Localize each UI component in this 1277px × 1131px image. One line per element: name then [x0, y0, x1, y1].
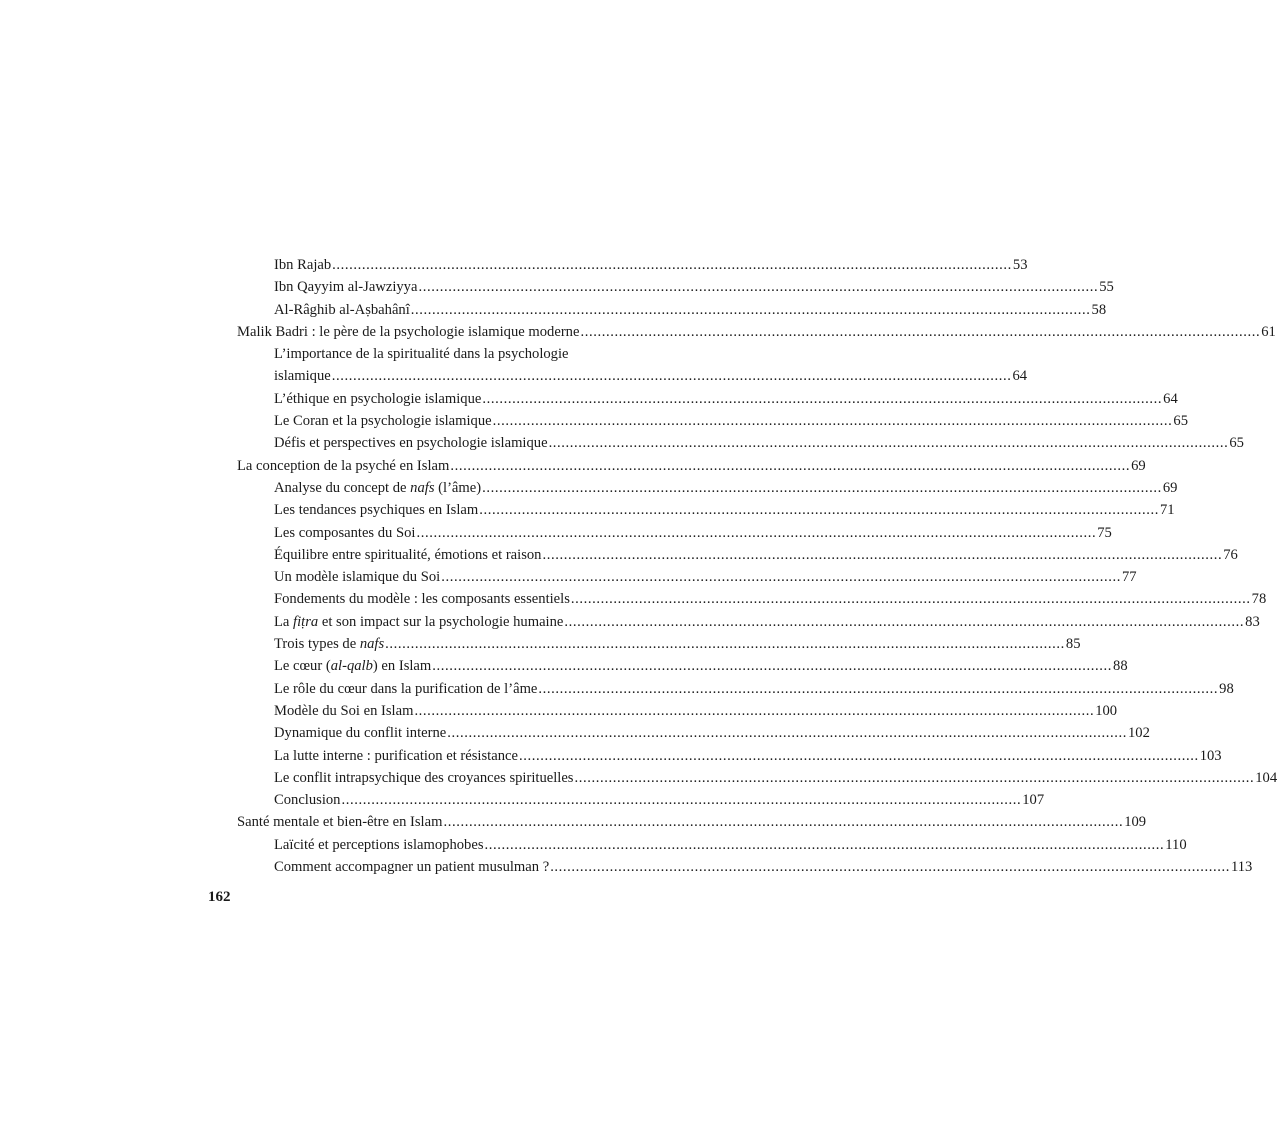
dot-leader: [446, 722, 1128, 744]
title-text: Le cœur (: [274, 658, 331, 675]
toc-entry-title: [274, 633, 384, 655]
toc-entry-page: 109: [1124, 814, 1147, 831]
dot-leader: [449, 455, 1131, 477]
title-italic-term: nafs: [359, 636, 385, 653]
toc-entry-page: 100: [1095, 702, 1118, 719]
dot-leader: [481, 477, 1163, 499]
dot-leader: [563, 611, 1245, 633]
dot-leader: [440, 566, 1122, 588]
dot-leader: [413, 700, 1095, 722]
table-of-contents: [237, 254, 1277, 878]
toc-entry-title: Le conflit intrapsychique des croyances spirituelles: [274, 769, 574, 786]
toc-entry-page: 76: [1223, 546, 1238, 563]
toc-entry: [237, 678, 1234, 700]
toc-entry-page: 103: [1199, 747, 1222, 764]
dot-leader: [579, 321, 1261, 343]
toc-entry-title: La lutte interne : purification et résistance: [274, 747, 518, 764]
toc-entry-title: Conclusion: [274, 792, 341, 809]
dot-leader: [331, 365, 1013, 387]
toc-entry-title: Le rôle du cœur dans la purification de l’âme: [274, 680, 538, 697]
toc-entry: [237, 410, 1188, 432]
toc-entry: [237, 655, 1128, 677]
toc-entry-page: 64: [1163, 390, 1178, 407]
title-text: et son impact sur la psychologie humaine: [318, 613, 564, 630]
toc-entry-title: Ibn Qayyim al-Jawziyya: [274, 279, 418, 296]
title-italic-term: fiṭra: [293, 613, 319, 630]
toc-entry-title: Un modèle islamique du Soi: [274, 569, 441, 586]
dot-leader: [573, 767, 1255, 789]
toc-entry: [237, 499, 1175, 521]
dot-leader: [442, 811, 1124, 833]
toc-entry-page: 75: [1097, 524, 1112, 541]
dot-leader: [548, 432, 1230, 454]
dot-leader: [417, 276, 1099, 298]
toc-entry-page: 69: [1131, 457, 1146, 474]
dot-leader: [492, 410, 1174, 432]
toc-entry-page: 88: [1113, 658, 1128, 675]
toc-entry-title: L’éthique en psychologie islamique: [274, 390, 482, 407]
toc-entry: [237, 722, 1150, 744]
toc-entry-page: 102: [1128, 725, 1150, 742]
toc-entry-title: Fondements du modèle : les composants essentiels: [274, 591, 570, 608]
toc-entry-page: 65: [1173, 413, 1188, 430]
toc-entry-title: Laïcité et perceptions islamophobes: [274, 836, 484, 853]
toc-entry-page: 83: [1245, 613, 1260, 630]
toc-entry-title: Équilibre entre spiritualité, émotions et raison: [274, 546, 542, 563]
toc-entry: [237, 254, 1028, 276]
toc-entry-page: 104: [1255, 769, 1277, 786]
toc-entry: [237, 856, 1253, 878]
toc-entry: [237, 834, 1187, 856]
toc-entry: [237, 611, 1260, 633]
dot-leader: [340, 789, 1022, 811]
dot-leader: [570, 588, 1252, 610]
toc-entry: [237, 388, 1178, 410]
toc-entry: [237, 700, 1118, 722]
toc-entry-page: 71: [1160, 502, 1175, 519]
toc-entry-title-line2: islamique: [274, 368, 331, 385]
toc-entry: [237, 522, 1112, 544]
toc-entry-title: Ibn Rajab: [274, 257, 332, 273]
toc-entry-title: [274, 655, 431, 677]
page-number: 162: [208, 889, 231, 905]
toc-entry: [237, 745, 1222, 767]
dot-leader: [331, 254, 1013, 276]
toc-entry-page: 53: [1012, 257, 1028, 273]
toc-entry-page: 69: [1162, 479, 1178, 496]
toc-entry-page: 55: [1099, 279, 1114, 296]
toc-entry-page: 85: [1065, 636, 1081, 653]
toc-entry: [237, 343, 1028, 388]
toc-entry-title-line1: L’importance de la spiritualité dans la psychologie: [274, 346, 569, 363]
toc-entry: [237, 276, 1114, 298]
toc-entry-title: Le Coran et la psychologie islamique: [274, 413, 492, 430]
toc-entry: [237, 789, 1045, 811]
toc-entry-page: 110: [1165, 836, 1187, 853]
title-text: Trois types de: [274, 636, 360, 653]
dot-leader: [410, 299, 1092, 321]
toc-section-entry: [237, 455, 1146, 477]
toc-entry-title: Les tendances psychiques en Islam: [274, 502, 479, 519]
dot-leader: [537, 678, 1219, 700]
toc-entry-title: [274, 611, 563, 633]
toc-entry-title: Les composantes du Soi: [274, 524, 416, 541]
title-text: (l’âme): [434, 479, 482, 496]
toc-entry-page: 64: [1012, 368, 1028, 385]
toc-entry: [237, 544, 1238, 566]
dot-leader: [431, 655, 1113, 677]
dot-leader: [384, 633, 1066, 655]
toc-entry-page: 107: [1022, 792, 1045, 809]
dot-leader: [478, 499, 1160, 521]
title-text: ) en Islam: [372, 658, 432, 675]
toc-entry-page: 58: [1091, 301, 1107, 318]
toc-entry: [237, 432, 1244, 454]
dot-leader: [481, 388, 1163, 410]
title-italic-term: al-qalb: [330, 658, 373, 675]
toc-entry-page: 65: [1229, 435, 1244, 452]
toc-entry: [237, 299, 1107, 321]
toc-entry-page: 98: [1219, 680, 1234, 697]
toc-entry-title: La conception de la psyché en Islam: [237, 457, 450, 474]
title-text: Analyse du concept de: [274, 479, 411, 496]
title-italic-term: nafs: [410, 479, 435, 496]
toc-entry-title: Malik Badri : le père de la psychologie islamique moderne: [237, 323, 580, 340]
toc-entry-page: 77: [1121, 569, 1137, 586]
dot-leader: [484, 834, 1166, 856]
toc-entry-title: Modèle du Soi en Islam: [274, 702, 414, 719]
toc-section-entry: [237, 811, 1147, 833]
toc-entry-title: [274, 477, 481, 499]
toc-entry-page: 78: [1251, 591, 1267, 608]
toc-entry: [237, 477, 1178, 499]
toc-entry: [237, 588, 1267, 610]
toc-entry-title: Al-Râghib al-Aṣbahânî: [274, 301, 410, 318]
dot-leader: [549, 856, 1231, 878]
toc-entry: [237, 633, 1081, 655]
toc-entry: [237, 566, 1137, 588]
dot-leader: [541, 544, 1223, 566]
toc-entry-title: Santé mentale et bien-être en Islam: [237, 814, 443, 831]
dot-leader: [415, 522, 1097, 544]
toc-entry-page: 113: [1230, 859, 1253, 876]
dot-leader: [518, 745, 1200, 767]
toc-entry-title: Dynamique du conflit interne: [274, 725, 447, 742]
toc-section-entry: [237, 321, 1276, 343]
title-text: La: [274, 613, 294, 630]
toc-entry-page: 61: [1261, 323, 1276, 340]
toc-entry: [237, 767, 1277, 789]
toc-entry-title: Défis et perspectives en psychologie islamique: [274, 435, 548, 452]
toc-entry-title: Comment accompagner un patient musulman ?: [274, 859, 550, 876]
